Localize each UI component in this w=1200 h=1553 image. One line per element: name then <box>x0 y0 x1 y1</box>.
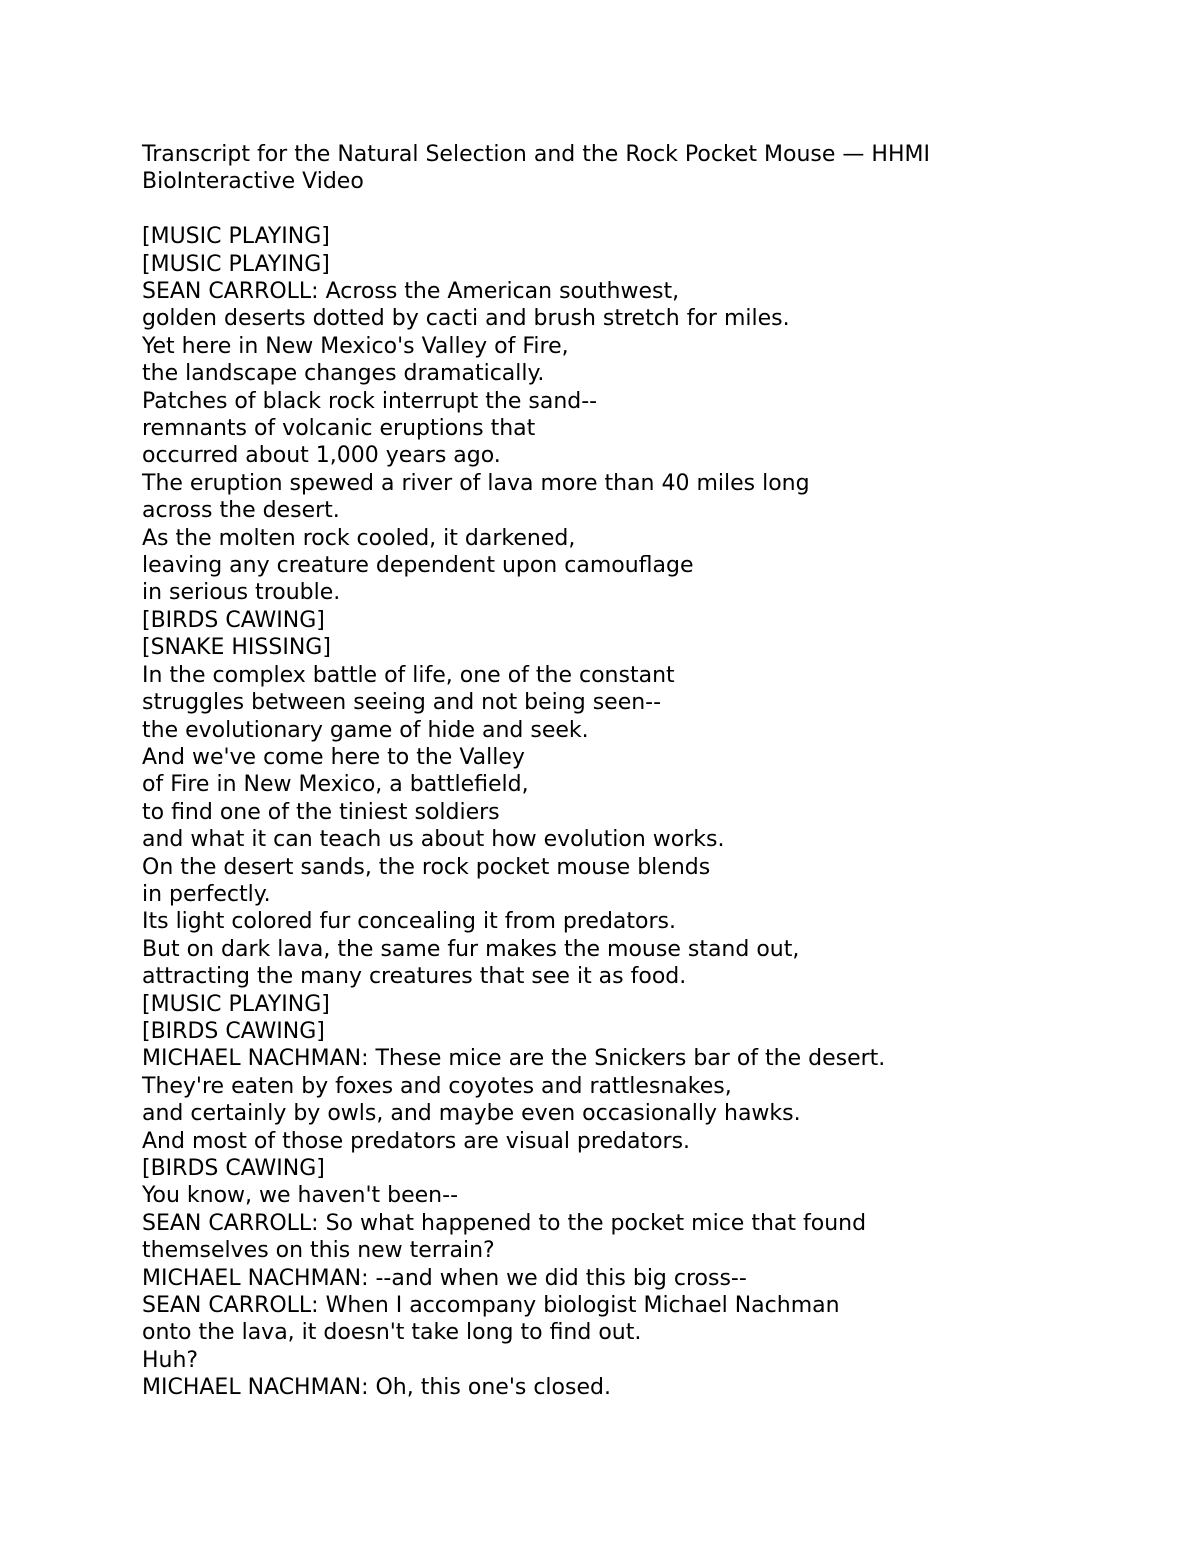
transcript-line: As the molten rock cooled, it darkened, <box>142 525 576 551</box>
transcript-line: And most of those predators are visual predators. <box>142 1128 691 1154</box>
transcript-line: occurred about 1,000 years ago. <box>142 443 501 469</box>
transcript-line: [MUSIC PLAYING] <box>142 251 330 277</box>
transcript-line: Its light colored fur concealing it from predators. <box>142 909 676 935</box>
transcript-line: SEAN CARROLL: So what happened to the pocket mice that found <box>142 1210 867 1236</box>
transcript-line: leaving any creature dependent upon camouflage <box>142 553 694 579</box>
transcript-line: SEAN CARROLL: When I accompany biologist Michael Nachman <box>142 1293 840 1319</box>
transcript-line: MICHAEL NACHMAN: Oh, this one's closed. <box>142 1375 611 1401</box>
transcript-line: Yet here in New Mexico's Valley of Fire, <box>142 333 569 359</box>
transcript-line: remnants of volcanic eruptions that <box>142 416 536 442</box>
transcript-line: attracting the many creatures that see it as food. <box>142 964 687 990</box>
transcript-line: onto the lava, it doesn't take long to find out. <box>142 1320 642 1346</box>
transcript-lines <box>142 223 1142 1401</box>
transcript-line: You know, we haven't been-- <box>142 1183 459 1209</box>
transcript-line: In the complex battle of life, one of the constant <box>142 662 675 688</box>
transcript-line: On the desert sands, the rock pocket mouse blends <box>142 854 711 880</box>
transcript-line: golden deserts dotted by cacti and brush stretch for miles. <box>142 306 790 332</box>
transcript-line: across the desert. <box>142 498 340 524</box>
transcript-line: SEAN CARROLL: Across the American southwest, <box>142 279 680 305</box>
transcript-line: [SNAKE HISSING] <box>142 635 331 661</box>
transcript-line: the evolutionary game of hide and seek. <box>142 717 589 743</box>
transcript-line: MICHAEL NACHMAN: These mice are the Snickers bar of the desert. <box>142 1046 886 1072</box>
transcript-line: in perfectly. <box>142 881 271 907</box>
transcript-line: themselves on this new terrain? <box>142 1238 495 1264</box>
transcript-line: [MUSIC PLAYING] <box>142 224 330 250</box>
transcript-line: And we've come here to the Valley <box>142 744 525 770</box>
transcript-line: MICHAEL NACHMAN: --and when we did this big cross-- <box>142 1265 747 1291</box>
transcript-line: in serious trouble. <box>142 580 341 606</box>
transcript-line: Patches of black rock interrupt the sand-- <box>142 388 598 414</box>
transcript-line: [BIRDS CAWING] <box>142 1156 325 1182</box>
transcript-line: [BIRDS CAWING] <box>142 607 325 633</box>
transcript-line: of Fire in New Mexico, a battlefield, <box>142 772 529 798</box>
transcript-line: [MUSIC PLAYING] <box>142 991 330 1017</box>
transcript-line: and certainly by owls, and maybe even occasionally hawks. <box>142 1101 801 1127</box>
transcript-line: They're eaten by foxes and coyotes and rattlesnakes, <box>142 1073 732 1099</box>
transcript-body <box>142 141 1142 1402</box>
title-line: BioInteractive Video <box>142 169 364 195</box>
transcript-line: Huh? <box>142 1347 199 1373</box>
transcript-line: to find one of the tiniest soldiers <box>142 799 500 825</box>
transcript-title <box>142 141 1142 196</box>
transcript-line: struggles between seeing and not being seen-- <box>142 690 662 716</box>
transcript-line: But on dark lava, the same fur makes the mouse stand out, <box>142 936 800 962</box>
transcript-line: the landscape changes dramatically. <box>142 361 545 387</box>
transcript-line: The eruption spewed a river of lava more than 40 miles long <box>142 470 810 496</box>
blank-line <box>142 196 1142 223</box>
transcript-line: and what it can teach us about how evolution works. <box>142 827 725 853</box>
transcript-line: [BIRDS CAWING] <box>142 1018 325 1044</box>
title-line: Transcript for the Natural Selection and the Rock Pocket Mouse — HHMI <box>142 142 930 167</box>
